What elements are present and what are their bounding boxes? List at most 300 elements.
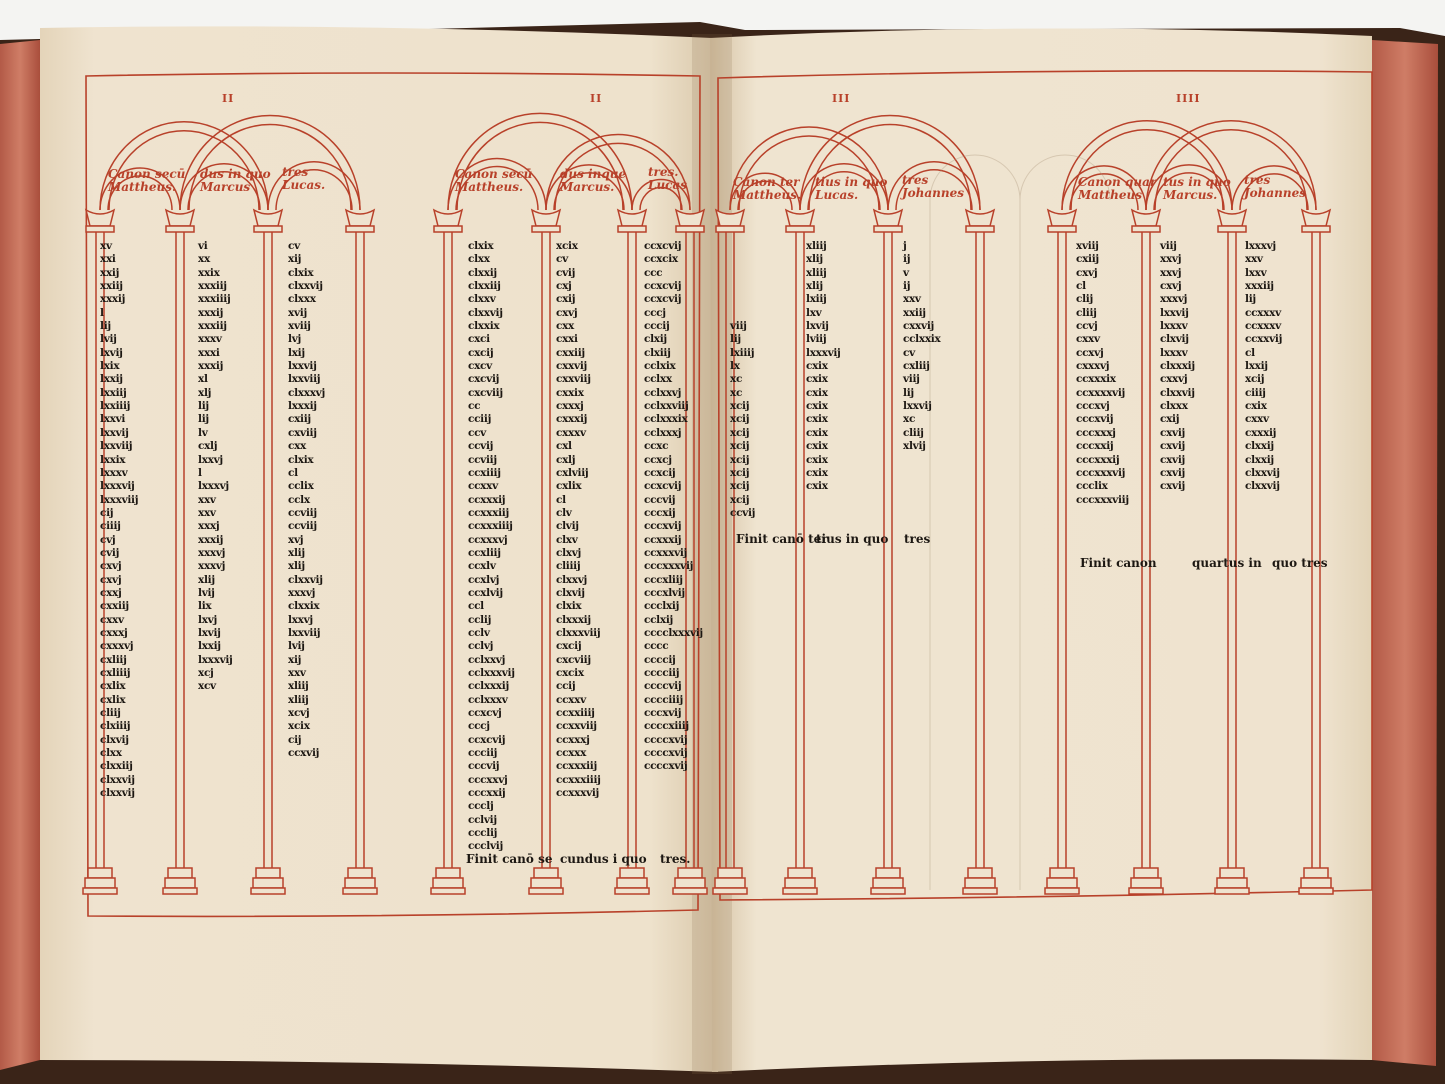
section-number: j	[903, 240, 907, 252]
section-number: ccclj	[468, 800, 494, 813]
section-number: xxxiiij	[198, 293, 231, 306]
section-number: cclxxxij	[468, 680, 509, 693]
concordance-column	[100, 240, 138, 800]
section-number: l	[198, 466, 202, 479]
section-number: cxix	[806, 413, 828, 426]
section-number: ccl	[468, 600, 484, 613]
section-number: ccxxiiij	[556, 707, 595, 720]
section-number: cxcij	[556, 640, 582, 653]
section-number: cccxxvj	[468, 773, 508, 786]
concordance-column	[806, 240, 841, 494]
section-number: viij	[1160, 240, 1177, 252]
section-number: cxxxij	[1245, 426, 1277, 439]
section-number: lij	[100, 320, 111, 333]
section-number: lxxvij	[903, 400, 932, 413]
section-number: cxlj	[198, 440, 218, 453]
section-number: cxix	[806, 360, 828, 373]
section-number: ccxxxiiij	[556, 773, 601, 786]
finit-line: Finit canon	[1080, 556, 1157, 570]
section-number: xcv	[198, 680, 216, 693]
section-number: xlij	[288, 560, 305, 573]
section-number: xxvj	[1160, 266, 1182, 279]
section-number: cliiij	[556, 560, 581, 573]
section-number: cccxxxij	[1076, 453, 1120, 466]
left-page-edges	[0, 40, 40, 1070]
section-number: cv	[903, 346, 915, 359]
section-number: cclxxxix	[644, 413, 688, 426]
section-number: xc	[730, 386, 743, 399]
base-3-0	[1050, 868, 1074, 878]
section-number: ccv	[468, 426, 486, 439]
section-number: lxxvij	[1160, 306, 1189, 319]
section-number: clxiiij	[100, 720, 131, 733]
section-number: xc	[730, 373, 743, 386]
concordance-column	[903, 240, 940, 454]
section-number: cxxxij	[556, 413, 588, 426]
section-number: lxxvij	[288, 360, 317, 373]
section-number: ccccvij	[644, 680, 682, 693]
concordance-column	[644, 240, 703, 774]
section-number: xliij	[288, 680, 309, 693]
section-number: viij	[903, 373, 920, 386]
section-number: lxvij	[100, 346, 123, 359]
section-number: ccxxxv	[1245, 320, 1281, 333]
section-number: cxl	[556, 440, 572, 453]
section-number: xlij	[806, 253, 823, 266]
section-number: xliij	[806, 240, 827, 252]
section-number: xl	[198, 373, 208, 386]
section-number: clxxxviij	[556, 626, 601, 639]
section-number: xv	[100, 240, 112, 252]
section-number: cxcviij	[556, 653, 591, 666]
section-number: clxix	[468, 240, 494, 252]
section-number: clxv	[556, 533, 578, 546]
section-number: lxxij	[198, 640, 221, 653]
section-number: cclxx	[644, 373, 672, 386]
section-number: xxiij	[903, 306, 926, 319]
section-number: clxxij	[468, 266, 497, 279]
section-number: cccxij	[644, 506, 676, 519]
section-number: cxxxvj	[100, 640, 134, 653]
section-number: xx	[198, 253, 210, 266]
section-number: lvij	[100, 333, 117, 346]
section-number: xij	[288, 653, 302, 666]
column-header: dus inque Marcus.	[560, 167, 627, 194]
section-number: ccviij	[468, 453, 497, 466]
section-number: clxij	[644, 333, 667, 346]
section-number: lv	[198, 426, 208, 439]
section-number: clxvij	[556, 586, 585, 599]
section-number: xxv	[288, 667, 306, 679]
section-number: ccxcvij	[644, 280, 682, 293]
section-number: cxix	[806, 466, 828, 479]
base-0-1	[168, 868, 192, 878]
section-number: ccxxxiiij	[468, 520, 513, 533]
section-number: ccxxxj	[556, 733, 590, 746]
concordance-column	[730, 240, 755, 520]
section-number: cclvij	[468, 813, 497, 826]
section-number: cccj	[468, 720, 490, 733]
section-number: lxxxv	[1160, 346, 1188, 359]
section-number: cclxxxj	[644, 426, 682, 439]
section-number: lxxvj	[288, 613, 313, 626]
section-number: cclix	[288, 480, 314, 493]
section-number: clxxix	[468, 320, 500, 333]
base-0-3	[348, 868, 372, 878]
section-number: cxlj	[556, 453, 576, 466]
section-number: cxcvij	[468, 373, 500, 386]
section-number: ccvij	[468, 440, 494, 453]
section-number: clxxv	[468, 293, 496, 306]
section-number: cxix	[806, 386, 828, 399]
section-number: ccvj	[1076, 320, 1098, 333]
section-number: xcij	[730, 480, 750, 493]
section-number: xxxvj	[198, 560, 226, 573]
concordance-column	[288, 240, 325, 760]
finit-line: Finit canō ter	[736, 532, 828, 546]
section-number: xcij	[730, 440, 750, 453]
section-number: lxv	[806, 306, 822, 319]
section-number: xxxv	[198, 333, 222, 346]
section-number: lij	[903, 386, 914, 399]
section-number: xcij	[730, 493, 750, 506]
column-header: tus in quo Marcus.	[1163, 175, 1231, 202]
section-number: lxvj	[198, 613, 217, 626]
section-number: cclxij	[644, 613, 674, 626]
section-number: ccxxxij	[468, 493, 506, 506]
section-number: cxxv	[100, 613, 124, 626]
section-number: xcij	[1245, 373, 1265, 386]
section-number: cxxj	[100, 586, 122, 599]
section-number: ccxxvij	[1245, 333, 1283, 346]
section-number: clxiij	[644, 346, 671, 359]
section-number: cccxliij	[644, 573, 683, 586]
section-number: cxliij	[100, 653, 127, 666]
section-number: ccxxxiij	[468, 506, 509, 519]
section-number: ij	[903, 280, 911, 293]
section-number: clxxvij	[100, 787, 135, 800]
section-number: ccxcix	[644, 253, 678, 266]
section-number: cxxxj	[100, 626, 128, 639]
section-number: xlj	[198, 386, 212, 399]
section-number: cxxxvj	[1076, 360, 1110, 373]
section-number: cxxxj	[556, 400, 584, 413]
section-number: ccviij	[288, 520, 317, 533]
section-number: lxxiij	[100, 386, 127, 399]
section-number: ccclix	[1076, 480, 1108, 493]
section-number: xcij	[730, 426, 750, 439]
section-number: cvij	[556, 266, 576, 279]
section-number: cxxvj	[1160, 373, 1188, 386]
section-number: cxvj	[100, 573, 122, 586]
section-number: clxxij	[1245, 453, 1274, 466]
concordance-column	[1245, 240, 1282, 494]
section-number: xxxij	[198, 306, 224, 319]
section-number: cv	[288, 240, 300, 252]
section-number: ccclvij	[468, 840, 503, 853]
section-number: cl	[1076, 280, 1086, 293]
section-number: cc	[468, 400, 481, 413]
section-number: cccxxxj	[1076, 426, 1116, 439]
section-number: ccxcvij	[644, 240, 682, 252]
section-number: cxlix	[100, 680, 126, 693]
section-number: cxxix	[556, 386, 584, 399]
section-number: xliij	[288, 693, 309, 706]
section-number: ciiij	[100, 520, 121, 533]
section-number: clvij	[556, 520, 579, 533]
section-number: ccc	[644, 266, 663, 279]
section-number: cclxxvj	[644, 386, 682, 399]
section-number: cliij	[1076, 306, 1097, 319]
section-number: ccxxxv	[1245, 306, 1281, 319]
section-number: ccxcj	[644, 453, 672, 466]
section-number: cccxvij	[644, 520, 682, 533]
section-number	[730, 280, 755, 293]
section-number: xvj	[288, 533, 304, 546]
section-number: clxxij	[1245, 440, 1274, 453]
section-number: xlij	[198, 573, 215, 586]
section-number: cxvij	[1160, 480, 1186, 493]
section-number: clxxxvj	[288, 386, 325, 399]
section-number: xxxiij	[1245, 280, 1274, 293]
section-number: lxxxvij	[198, 653, 233, 666]
section-number: cclxxviij	[644, 400, 689, 413]
section-number: clxix	[288, 266, 314, 279]
section-number: ccxxxix	[1076, 373, 1116, 386]
section-number: xvij	[288, 306, 307, 319]
section-number: lxxxv	[1160, 320, 1188, 333]
section-number: ccxiiij	[468, 466, 501, 479]
section-number: lxxv	[1245, 266, 1267, 279]
finit-line: tres.	[660, 852, 691, 866]
section-number: cccij	[644, 320, 670, 333]
finit-line: quo tres	[1272, 556, 1328, 570]
section-number: lij	[1245, 293, 1256, 306]
section-number: xcix	[556, 240, 578, 252]
section-number: cclvj	[468, 640, 494, 653]
base-2-1	[788, 868, 812, 878]
base-0-0	[88, 868, 112, 878]
section-number: lix	[198, 600, 212, 613]
section-number: xxv	[1245, 253, 1263, 266]
section-number: cxiij	[1076, 253, 1099, 266]
section-number: xcij	[730, 453, 750, 466]
section-number: xxxvj	[1160, 293, 1188, 306]
section-number: xxxij	[100, 293, 126, 306]
section-number: cxxv	[1076, 333, 1100, 346]
concordance-column	[1160, 240, 1195, 494]
section-number: clxxx	[288, 293, 316, 306]
section-number: xlij	[288, 546, 305, 559]
column-header: tius in quo Lucas.	[815, 175, 888, 202]
section-number: ccxxxvij	[644, 546, 688, 559]
section-number: ccvij	[730, 506, 756, 519]
section-number: ccxc	[644, 440, 669, 453]
section-number: lvij	[198, 586, 215, 599]
section-number: lxxiiij	[100, 400, 131, 413]
section-number: cxcix	[556, 667, 584, 679]
section-number: xviij	[288, 320, 311, 333]
section-number: ccxvj	[1076, 346, 1104, 359]
column-header: tres Lucas.	[282, 165, 326, 192]
section-number: lij	[198, 400, 209, 413]
section-number: ccccxvij	[644, 733, 688, 746]
section-number: ccxvij	[288, 747, 320, 760]
section-number: clxxvij	[1245, 480, 1280, 493]
section-number: cccvij	[468, 760, 500, 773]
section-number: xxvj	[1160, 253, 1182, 266]
section-number: ccxxx	[556, 747, 587, 760]
section-number: clxxx	[1160, 400, 1188, 413]
section-number	[730, 267, 755, 280]
concordance-column	[1076, 240, 1129, 507]
section-number: ccxcij	[644, 466, 676, 479]
section-number: ccxxxvij	[556, 787, 600, 800]
section-number: ccxxv	[556, 693, 586, 706]
section-number: ccxxxvj	[468, 533, 508, 546]
finit-line: cundus i quo	[560, 852, 647, 866]
section-number: cclxxxv	[468, 693, 508, 706]
section-number: xxxvj	[288, 586, 316, 599]
section-number: cxxi	[556, 333, 578, 346]
canon-number: II	[222, 92, 235, 105]
section-number: ccccxiiij	[644, 720, 689, 733]
section-number: lviij	[806, 333, 827, 346]
section-number: xcj	[198, 667, 214, 679]
section-number: lxvij	[198, 626, 221, 639]
section-number: cclxxix	[903, 333, 941, 346]
section-number: cclxix	[644, 360, 676, 373]
section-number: ccclxij	[644, 600, 680, 613]
section-number: xxv	[903, 293, 921, 306]
section-number: clxxvij	[468, 306, 503, 319]
section-number: ccccxvij	[644, 747, 688, 760]
right-page-edges	[1372, 40, 1438, 1066]
section-number: ccxcvj	[468, 707, 502, 720]
section-number: cclxxvj	[468, 653, 506, 666]
section-number: xxxiij	[198, 280, 227, 293]
section-number: ccxlvij	[468, 586, 503, 599]
section-number: viij	[730, 320, 747, 333]
base-1-2	[620, 868, 644, 878]
column-header: tres. Lucas	[648, 165, 687, 192]
section-number: clxix	[556, 600, 582, 613]
section-number: clxxvij	[100, 773, 135, 786]
section-number: ccxlvj	[468, 573, 500, 586]
section-number: lxxxvj	[1245, 240, 1276, 252]
section-number: ccviij	[288, 506, 317, 519]
section-number: cl	[1245, 346, 1255, 359]
section-number: xlvij	[903, 440, 926, 453]
section-number: cvj	[100, 533, 116, 546]
section-number: cxxiij	[100, 600, 129, 613]
section-number: lxvij	[806, 320, 829, 333]
section-number: cxci	[468, 333, 490, 346]
column-header: Canon secū Mattheus.	[108, 167, 186, 194]
section-number: lxxxij	[288, 400, 317, 413]
section-number: xviij	[1076, 240, 1099, 252]
section-number: lxxxvj	[198, 480, 229, 493]
section-number: clij	[1076, 293, 1093, 306]
section-number: cxvj	[1076, 266, 1098, 279]
section-number: cxcv	[468, 360, 492, 373]
section-number: xc	[903, 413, 916, 426]
section-number: ccxxxiij	[556, 760, 597, 773]
section-number: lxxxvij	[100, 480, 135, 493]
section-number: xxxij	[198, 533, 224, 546]
finit-line: tres	[904, 532, 931, 546]
section-number: clxxvij	[288, 280, 323, 293]
section-number: cvij	[100, 546, 120, 559]
finit-line: Finit canō se	[466, 852, 553, 866]
section-number: xxiij	[100, 280, 123, 293]
section-number: cxxvij	[556, 360, 588, 373]
concordance-column	[556, 240, 601, 800]
section-number: clxvij	[100, 733, 129, 746]
section-number: cxvj	[1160, 280, 1182, 293]
section-number: lxiij	[806, 293, 827, 306]
section-number: cccvij	[644, 493, 676, 506]
section-number: cxlix	[100, 693, 126, 706]
base-3-1	[1134, 868, 1158, 878]
section-number: lxxij	[1245, 360, 1268, 373]
section-number: clxxxij	[556, 613, 591, 626]
base-2-2	[876, 868, 900, 878]
concordance-column	[198, 240, 233, 694]
section-number: cxlix	[556, 480, 582, 493]
section-number: cxiij	[288, 413, 311, 426]
section-number: lxxxvij	[806, 346, 841, 359]
base-2-0	[718, 868, 742, 878]
section-number: cxix	[806, 373, 828, 386]
column-header: tres Johannes	[1244, 173, 1307, 200]
section-number: xxv	[198, 506, 216, 519]
section-number: lxiiij	[730, 346, 755, 359]
section-number: ccxcvij	[644, 293, 682, 306]
section-number: lxxxv	[100, 466, 128, 479]
section-number: clxvj	[556, 546, 582, 559]
section-number: cccxxij	[1076, 440, 1114, 453]
section-number: lxxviij	[288, 373, 321, 386]
canon-number: II	[590, 92, 603, 105]
section-number: clxvij	[1160, 333, 1189, 346]
section-number: cxvj	[100, 560, 122, 573]
section-number: cccxxij	[468, 787, 506, 800]
section-number: lxxvij	[100, 426, 129, 439]
section-number: clxxvj	[556, 573, 588, 586]
section-number: cxx	[556, 320, 575, 333]
section-number	[730, 307, 755, 320]
section-number: cccxxxviij	[1076, 493, 1129, 506]
section-number: cccxvij	[644, 707, 682, 720]
section-number: cl	[288, 466, 298, 479]
section-number: cxix	[806, 426, 828, 439]
section-number: cxix	[806, 480, 828, 493]
section-number: cliij	[903, 426, 924, 439]
section-number: v	[903, 266, 909, 279]
section-number: cxliij	[903, 360, 930, 373]
section-number: cccciij	[644, 667, 680, 679]
section-number: cccc	[644, 640, 669, 653]
section-number: xxxj	[198, 520, 220, 533]
section-number: vi	[198, 240, 208, 252]
section-number: ccxliij	[468, 546, 501, 559]
concordance-column	[468, 240, 515, 854]
section-number: ccxxxij	[644, 533, 682, 546]
section-number: l	[100, 306, 104, 319]
canon-number: IIII	[1176, 92, 1201, 105]
section-number: cxix	[806, 400, 828, 413]
